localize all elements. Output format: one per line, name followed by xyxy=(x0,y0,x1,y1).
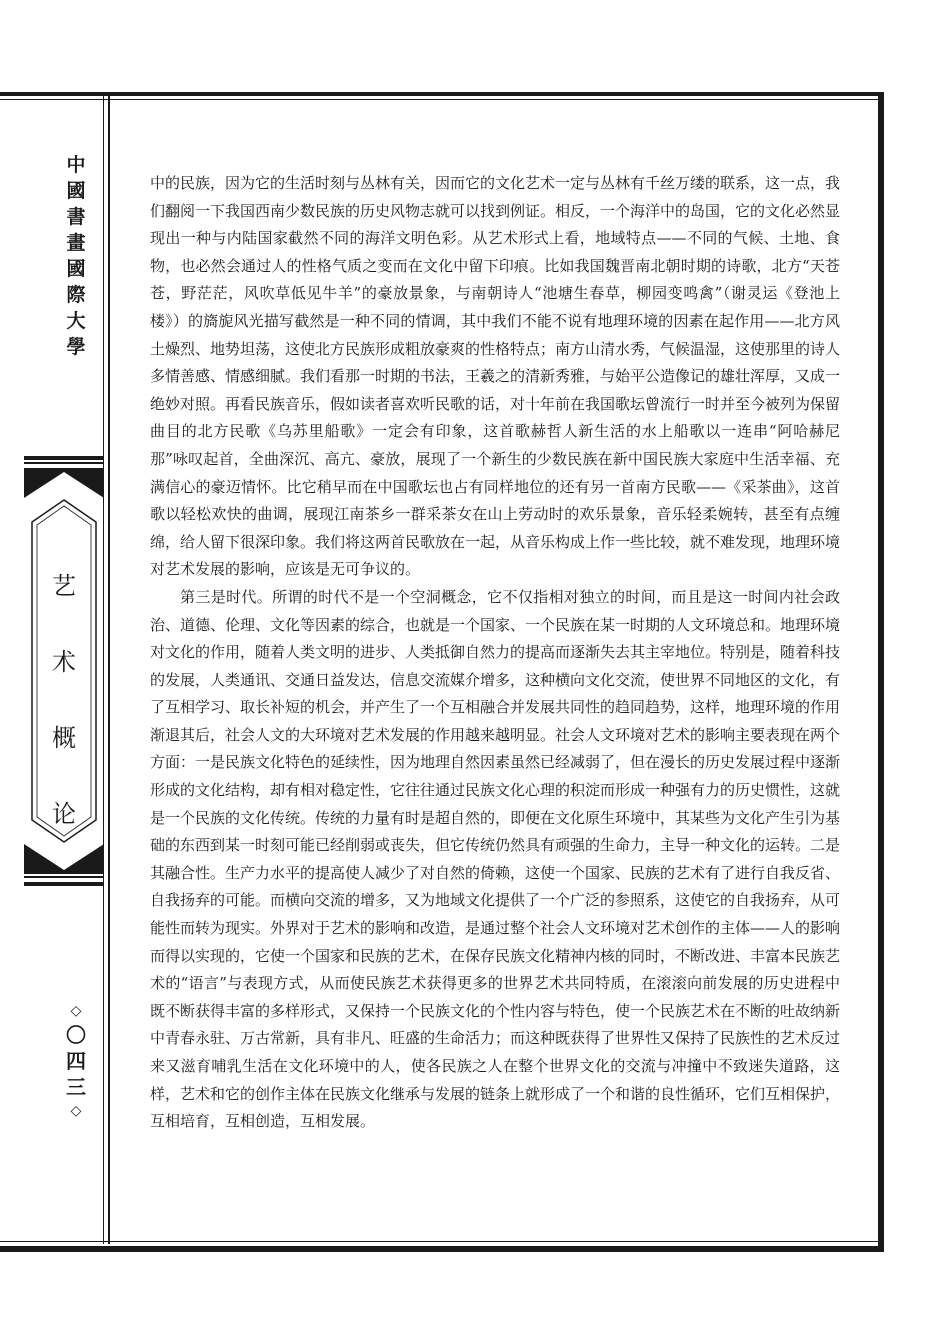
school-char: 畫 xyxy=(66,232,86,254)
diamond-icon: ◇ xyxy=(70,1103,82,1119)
diamond-icon: ◇ xyxy=(70,1003,82,1019)
school-char: 國 xyxy=(66,180,86,202)
page-number-vertical xyxy=(58,1000,94,1122)
school-char: 中 xyxy=(66,154,86,176)
paragraph: 第三是时代。所谓的时代不是一个空洞概念，它不仅指相对独立的时间，而且是这一时间内社会政治、道德、伦理、文化等因素的综合，也就是一个国家、一个民族在某一时期的人文环境总和。地理环境对文化的作用，随着人类文明的进步、人类抵御自然力的提高而逐渐失去其主宰地位。特别是，随着科技的发展，人类通讯、交通日益发达，信息交流媒介增多，这种横向文化交流，使世界不同地区的文化，有了互相学习、取长补短的机会，并产生了一个互相融合并发展共同性的趋同趋势，这样，地理环境的作用渐退其后，社会人文的大环境对艺术发展的作用越来越明显。社会人文环境对艺术的影响主要表现在两个方面：一是民族文化特色的延续性，因为地理自然因素虽然已经减弱了，但在漫长的历史发展过程中逐渐形成的文化结构，却有相对稳定性，它往往通过民族文化心理的积淀而形成一种强有力的历史惯性，这就是一个民族的文化传统。传统的力量有时是超自然的，即便在文化原生环境中，其某些为文化产生引为基础的东西到某一时刻可能已经削弱或丧失，但它传统仍然具有顽强的生命力，主导一种文化的运转。二是其融合性。生产力水平的提高使人减少了对自然的倚赖，这使一个国家、民族的艺术有了进行自我反省、自我扬弃的可能。而横向交流的增多，又为地域文化提供了一个广泛的参照系，这使它的自我扬弃，从可能性而转为现实。外界对于艺术的影响和改造，是通过整个社会人文环境对艺术创作的主体——人的影响而得以实现的，它使一个国家和民族的艺术，在保存民族文化精神内核的同时，不断改进、丰富本民族艺术的“语言”与表现方式，从而使民族艺术获得更多的世界艺术共同特质，在滚滚向前发展的历史进程中既不断获得丰富的多样形式，又保持一个民族文化的个性内容与特色，使一个民族艺术在不断的吐故纳新中青春永驻、万古常新，具有非凡、旺盛的生命活力；而这种既获得了世界性又保持了民族性的艺术反过来又滋育哺乳生活在文化环境中的人，使各民族之人在整个世界文化的交流与冲撞中不致迷失道路，这样，艺术和它的创作主体在民族文化继承与发展的链条上就形成了一个和谐的良性循环，它们互相保护，互相培育，互相创造，互相发展。 xyxy=(150,587,841,1131)
sidebar-divider-bold xyxy=(108,96,110,1244)
school-char: 大 xyxy=(66,310,86,332)
panel-bar-bottom-thin xyxy=(24,876,104,878)
book-title-char: 论 xyxy=(52,800,76,828)
page-number-char: 〇 xyxy=(66,1023,86,1047)
body-text xyxy=(150,170,840,1136)
school-name-vertical xyxy=(58,152,94,360)
book-title-panel xyxy=(24,456,104,886)
panel-ornament-top-icon xyxy=(24,468,104,498)
frame-top-thin-border xyxy=(0,99,878,100)
school-char: 際 xyxy=(66,284,86,306)
frame-top-border xyxy=(0,92,884,96)
panel-ornament-bottom-icon xyxy=(24,844,104,874)
school-char: 國 xyxy=(66,258,86,280)
panel-bar-bottom xyxy=(24,882,104,886)
frame-bottom-border xyxy=(0,1246,884,1252)
panel-bar-top-thin xyxy=(24,462,104,464)
paragraph: 中的民族，因为它的生活时刻与丛林有关，因而它的文化艺术一定与丛林有千丝万缕的联系，这一点，我们翻阅一下我国西南少数民族的历史风物志就可以找到例证。相反，一个海洋中的岛国，它的文化必然显现出一种与内陆国家截然不同的海洋文明色彩。从艺术形式上看，地域特点——不同的气候、土地、食物，也必然会通过人的性格气质之变而在文化中留下印痕。比如我国魏晋南北朝时期的诗歌，北方“天苍苍，野茫茫，风吹草低见牛羊”的豪放景象，与南朝诗人“池塘生春草，柳园变鸣禽”（谢灵运《登池上楼》）的旖旎风光描写截然是一种不同的情调，其中我们不能不说有地理环境的因素在起作用——北方风土燥烈、地势坦荡，这使北方民族形成粗放豪爽的性格特点；南方山清水秀，气候温湿，这使那里的诗人多情善感、情感细腻。我们看那一时期的书法，王羲之的清新秀雅，与始平公造像记的雄壮浑厚，又成一绝妙对照。再看民族音乐，假如读者喜欢听民歌的话，对十年前在我国歌坛曾流行一时并至今被列为保留曲目的北方民歌《乌苏里船歌》一定会有印象，这首歌赫哲人新生活的水上船歌以一连串“阿哈赫尼那”咏叹起首，全曲深沉、高亢、豪放，展现了一个新生的少数民族在新中国民族大家庭中生活幸福、充满信心的豪迈情怀。比它稍早而在中国歌坛也占有同样地位的还有另一首南方民歌——《采茶曲》，这首歌以轻松欢快的曲调，展现江南茶乡一群采茶女在山上劳动时的欢乐景象，音乐轻柔婉转，甚至有点缠绵，给人留下很深印象。我们将这两首民歌放在一起，从音乐构成上作一些比较，就不难发现，地理环境对艺术发展的影响，应该是无可争议的。 xyxy=(150,174,841,579)
frame-bottom-thin-border xyxy=(0,1241,878,1242)
page-number-char: 三 xyxy=(66,1075,86,1099)
school-char: 書 xyxy=(66,206,86,228)
frame-right-border xyxy=(878,92,884,1252)
book-title-char: 术 xyxy=(52,648,76,676)
page-number-char: 四 xyxy=(66,1049,86,1073)
panel-bar-top xyxy=(24,456,104,460)
book-title-vertical xyxy=(46,548,82,852)
book-title-char: 概 xyxy=(52,724,76,752)
school-char: 學 xyxy=(66,336,86,358)
book-title-char: 艺 xyxy=(52,572,76,600)
